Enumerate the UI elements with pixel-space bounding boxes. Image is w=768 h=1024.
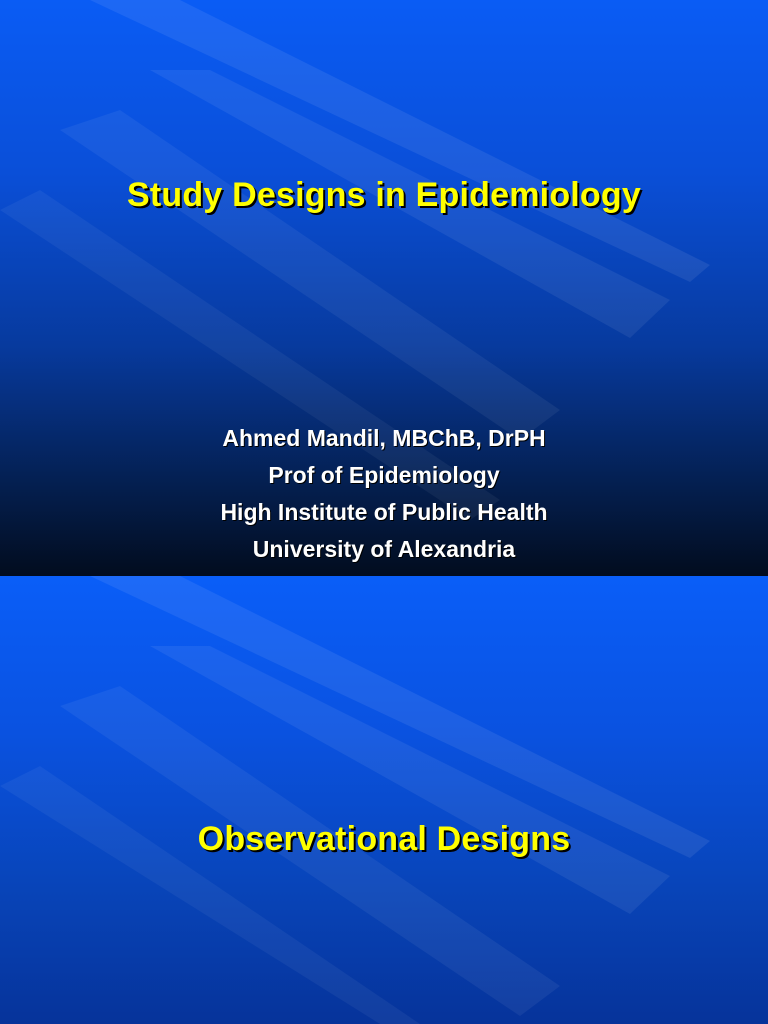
author-name: Ahmed Mandil, MBChB, DrPH (222, 425, 546, 451)
slide-2 (0, 576, 768, 1024)
slide-title: Observational Designs (197, 820, 571, 858)
author-info (0, 420, 768, 568)
author-position: Prof of Epidemiology (268, 462, 500, 488)
author-university: University of Alexandria (252, 536, 516, 562)
author-institute: High Institute of Public Health (220, 499, 548, 525)
diagonal-stripes-decoration (0, 576, 768, 1024)
slide-title: Study Designs in Epidemiology (127, 176, 641, 214)
